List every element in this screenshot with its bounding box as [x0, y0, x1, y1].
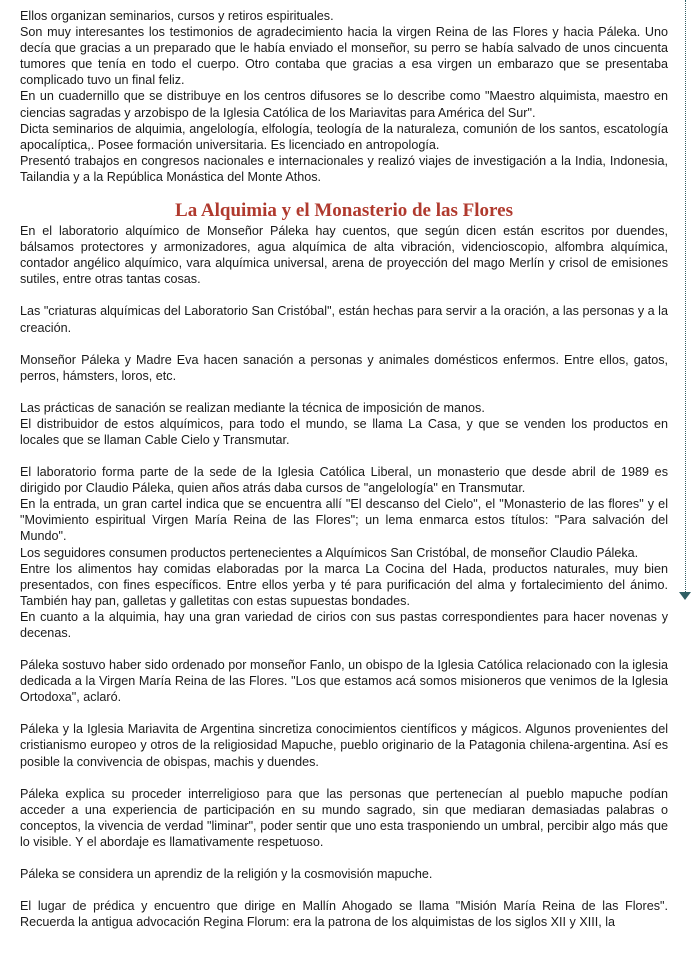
- section-paragraph: Los seguidores consumen productos pertenecientes a Alquímicos San Cristóbal, de monseñor Claudio Páleka.: [20, 545, 639, 560]
- intro-paragraph: En un cuadernillo que se distribuye en los centros difusores se lo describe como "Maestro alquimista, maestro en ciencias sagradas y arzobispo de la Iglesia Católica de los Mariavitas para América del Sur".: [20, 89, 668, 120]
- section-paragraph: En el laboratorio alquímico de Monseñor Páleka hay cuentos, que según dicen están escritos por duendes, bálsamos protectores y armonizadores, agua alquímica de alta vibración, videncioscopio, alfombra alquímica, contador angélico alquímico, vara alquímica universal, arena de proyección del mago Merlín y crisol de emisiones sutiles, entre otras tantas cosas.: [20, 224, 668, 287]
- section-paragraph: El laboratorio forma parte de la sede de la Iglesia Católica Liberal, un monasterio que desde abril de 1989 es dirigido por Claudio Páleka, quien años atrás daba cursos de "angelología" en Transmutar.: [20, 465, 668, 496]
- section-paragraph: Monseñor Páleka y Madre Eva hacen sanación a personas y animales domésticos enfermos. Entre ellos, gatos, perros, hámsters, loros, etc.: [20, 352, 668, 383]
- section-paragraph: Páleka y la Iglesia Mariavita de Argentina sincretiza conocimientos científicos y mágicos. Algunos provenientes del cristianismo europeo y otros de la religiosidad Mapuche, pueblo originario de la Patagonia chilena-argentina. Así es posible la convivencia de obispas, machis y duendes.: [20, 722, 668, 769]
- section-title: La Alquimia y el Monasterio de las Flores: [175, 200, 513, 222]
- intro-paragraph: Ellos organizan seminarios, cursos y retiros espirituales.: [20, 9, 334, 23]
- section-paragraph: El distribuidor de estos alquímicos, para todo el mundo, se llama La Casa, y que se venden los productos en locales que se llaman Cable Cielo y Transmutar.: [20, 416, 668, 447]
- arrow-down-icon: [679, 592, 691, 600]
- section-paragraph: Páleka sostuvo haber sido ordenado por monseñor Fanlo, un obispo de la Iglesia Católica relacionado con la iglesia dedicada a la Virgen María Reina de las Flores. "Los que estamos acá somos misioneros que venimos de la Iglesia Ortodoxa", aclaró.: [20, 658, 668, 705]
- section-paragraph: Páleka se considera un aprendiz de la religión y la cosmovisión mapuche.: [20, 867, 433, 882]
- section-paragraph: Las prácticas de sanación se realizan mediante la técnica de imposición de manos.: [20, 400, 485, 415]
- article-body: [20, 8, 668, 930]
- intro-paragraph: Presentó trabajos en congresos nacionales e internacionales y realizó viajes de investigación a la India, Indonesia, Tailandia y a la República Monástica del Monte Athos.: [20, 153, 668, 184]
- intro-paragraph: Son muy interesantes los testimonios de agradecimiento hacia la virgen Reina de las Flores y hacia Páleka. Uno decía que gracias a un preparado que le había enviado el monseñor, su perro se había salvado de unos cincuenta tumores que tenía en todo el cuerpo. Otro contaba que gracias a esa virgen un embarazo que se presentaba complicado tuvo un final feliz.: [20, 25, 668, 88]
- section-paragraph: El lugar de prédica y encuentro que dirige en Mallín Ahogado se llama "Misión María Reina de las Flores". Recuerda la antigua advocación Regina Florum: era la patrona de los alquimistas de los siglos XII y XIII, la: [20, 899, 668, 930]
- section-paragraph: Entre los alimentos hay comidas elaboradas por la marca La Cocina del Hada, productos naturales, muy bien presentados, con fines específicos. Entre ellos yerba y té para purificación del alma y fortalecimiento del ánimo. También hay pan, galletas y galletitas con estas supuestas bondades.: [20, 561, 668, 608]
- section-paragraph: Páleka explica su proceder interreligioso para que las personas que pertenecían al pueblo mapuche podían acceder a una experiencia de participación en su mundo sagrado, sin que mediaran demasiadas palabras o conceptos, la vivencia de verdad "liminar", poder sentir que uno esta trasponiendo un umbral, percibir algo más que lo visible. Y el abordaje es llamativamente respetuoso.: [20, 786, 668, 849]
- intro-paragraph: Dicta seminarios de alquimia, angelología, elfología, teología de la naturaleza, comunión de los santos, escatología apocalíptica,. Posee formación universitaria. Es licenciado en antropología.: [20, 121, 668, 152]
- section-paragraph: En la entrada, un gran cartel indica que se encuentra allí "El descanso del Cielo", el "Monasterio de las flores" y el "Movimiento espiritual Virgen María Reina de las Flores"; un lema enmarca estos títulos: "Para salvación del Mundo".: [20, 497, 668, 544]
- section-paragraph: En cuanto a la alquimia, hay una gran variedad de cirios con sus pastas correspondientes para hacer novenas y decenas.: [20, 609, 668, 640]
- section-paragraph: Las "criaturas alquímicas del Laboratorio San Cristóbal", están hechas para servir a la oración, a las personas y a la creación.: [20, 304, 668, 335]
- dotted-margin-line: [685, 0, 686, 596]
